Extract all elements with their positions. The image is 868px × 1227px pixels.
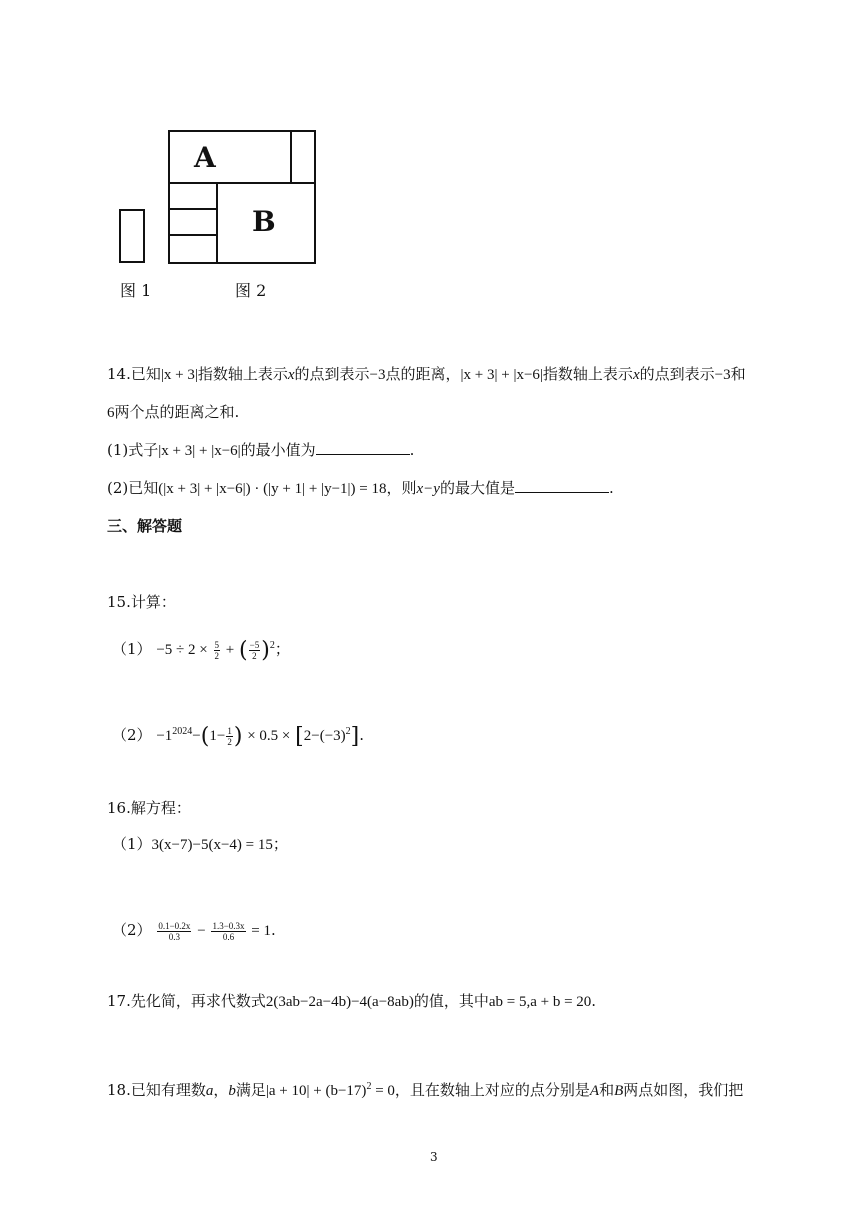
label-a: A bbox=[194, 141, 216, 174]
figure-2 bbox=[168, 130, 316, 264]
q16-part-1: （1）3(x−7)−5(x−4) = 15； bbox=[112, 835, 288, 853]
q14-line-2: 6两个点的距离之和. bbox=[107, 403, 240, 421]
figure-1-caption: 图 1 bbox=[120, 281, 152, 300]
q18: 18.已知有理数a，b满足$|a + 10| + (b-17)^2 = 0$，且在数轴上对应的点分别是A和B两点如图，我们把 bbox=[107, 1081, 744, 1099]
q15-part-2: $(2) -1^{2024}-(1-$ $\frac{1}{2}$ ) × $0.5 \times [2-(-3)^2]$. bbox=[112, 724, 365, 749]
q16-part-2: （2） $\frac{0.1-0.2x}{0.3}$ − $\frac{1.3-0.3x}{0.6}$ = 1. bbox=[112, 920, 276, 942]
q14-part-1: (1)式子|x + 3| + |x−6|的最小值为 . bbox=[107, 441, 415, 459]
q15-title: 15.计算： bbox=[107, 593, 176, 611]
answer-blank[interactable] bbox=[515, 478, 609, 493]
figure-2-caption: 图 2 bbox=[235, 281, 267, 300]
section-heading: 三、解答题 bbox=[107, 517, 183, 535]
q14-part-2: (2)已知(|x + 3| + |x−6|) · (|y + 1| + |y−1|) = 18，则x−y的最大值是 . bbox=[107, 479, 614, 497]
label-b: B bbox=[252, 205, 276, 238]
q14-line-1: 14.已知|x + 3|指数轴上表示x的点到表示−3点的距离，|x + 3| + |x−6|指数轴上表示x的点到表示−3和 bbox=[107, 365, 746, 383]
q17: 17.先化简，再求代数式2(3ab−2a−4b)−4(a−8ab)的值，其中ab = 5,a + b = 20. bbox=[107, 992, 597, 1010]
q16-title: 16.解方程： bbox=[107, 799, 191, 817]
answer-blank[interactable] bbox=[316, 440, 410, 455]
page-number: 3 bbox=[430, 1150, 438, 1164]
figure-1-rectangle bbox=[119, 209, 145, 263]
q15-part-1: （1） −5 ÷ 2 × $\frac{5}{2}$ + ( $\frac{-5}{2}$ )$^2$； bbox=[112, 638, 290, 663]
